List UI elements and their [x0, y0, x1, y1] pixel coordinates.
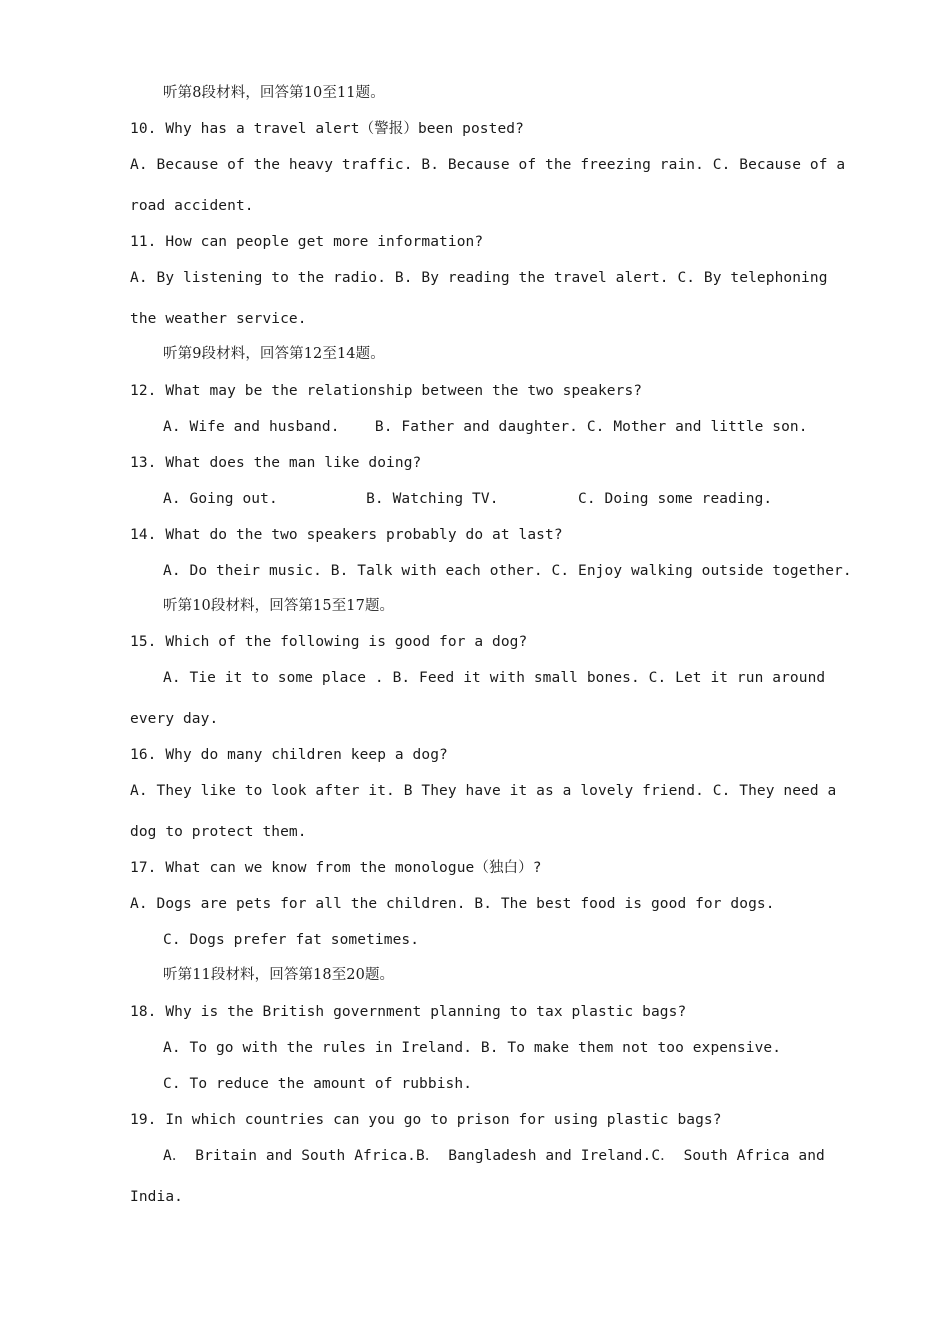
options-10-cont: road accident.: [130, 198, 254, 214]
question-14: 14. What do the two speakers probably do at last?: [130, 527, 563, 543]
section-heading-8: 听第8段材料，回答第10至11题。: [163, 85, 385, 101]
options-17: A. Dogs are pets for all the children. B. The best food is good for dogs.: [130, 896, 775, 912]
section-heading-9: 听第9段材料，回答第12至14题。: [163, 346, 385, 362]
options-15-cont: every day.: [130, 711, 219, 727]
options-11-cont: the weather service.: [130, 311, 307, 327]
options-18-cont: C. To reduce the amount of rubbish.: [163, 1076, 473, 1092]
question-12: 12. What may be the relationship between the two speakers?: [130, 383, 643, 399]
question-13: 13. What does the man like doing?: [130, 455, 422, 471]
question-19: 19. In which countries can you go to prison for using plastic bags?: [130, 1112, 722, 1128]
options-12: A. Wife and husband. B. Father and daughter. C. Mother and little son.: [163, 419, 808, 435]
options-15: A. Tie it to some place . B. Feed it with small bones. C. Let it run around: [163, 670, 826, 686]
options-18: A. To go with the rules in Ireland. B. To make them not too expensive.: [163, 1040, 782, 1056]
options-19: A． Britain and South Africa.B． Bangladesh and Ireland.C． South Africa and: [163, 1148, 825, 1164]
options-14: A. Do their music. B. Talk with each other. C. Enjoy walking outside together.: [163, 563, 852, 579]
options-16-cont: dog to protect them.: [130, 824, 307, 840]
section-heading-11: 听第11段材料，回答第18至20题。: [163, 967, 395, 983]
question-18: 18. Why is the British government planning to tax plastic bags?: [130, 1004, 687, 1020]
options-13: A. Going out. B. Watching TV. C. Doing some reading.: [163, 491, 773, 507]
options-17-cont: C. Dogs prefer fat sometimes.: [163, 932, 420, 948]
question-10: 10. Why has a travel alert（警报）been posted?: [130, 121, 524, 137]
question-11: 11. How can people get more information?: [130, 234, 484, 250]
options-19-cont: India.: [130, 1189, 183, 1205]
question-16: 16. Why do many children keep a dog?: [130, 747, 448, 763]
question-17: 17. What can we know from the monologue（独白）?: [130, 860, 542, 876]
section-heading-10: 听第10段材料，回答第15至17题。: [163, 598, 395, 614]
options-10: A. Because of the heavy traffic. B. Because of the freezing rain. C. Because of a: [130, 157, 846, 173]
options-16: A. They like to look after it. B They have it as a lovely friend. C. They need a: [130, 783, 837, 799]
options-11: A. By listening to the radio. B. By reading the travel alert. C. By telephoning: [130, 270, 828, 286]
question-15: 15. Which of the following is good for a dog?: [130, 634, 528, 650]
